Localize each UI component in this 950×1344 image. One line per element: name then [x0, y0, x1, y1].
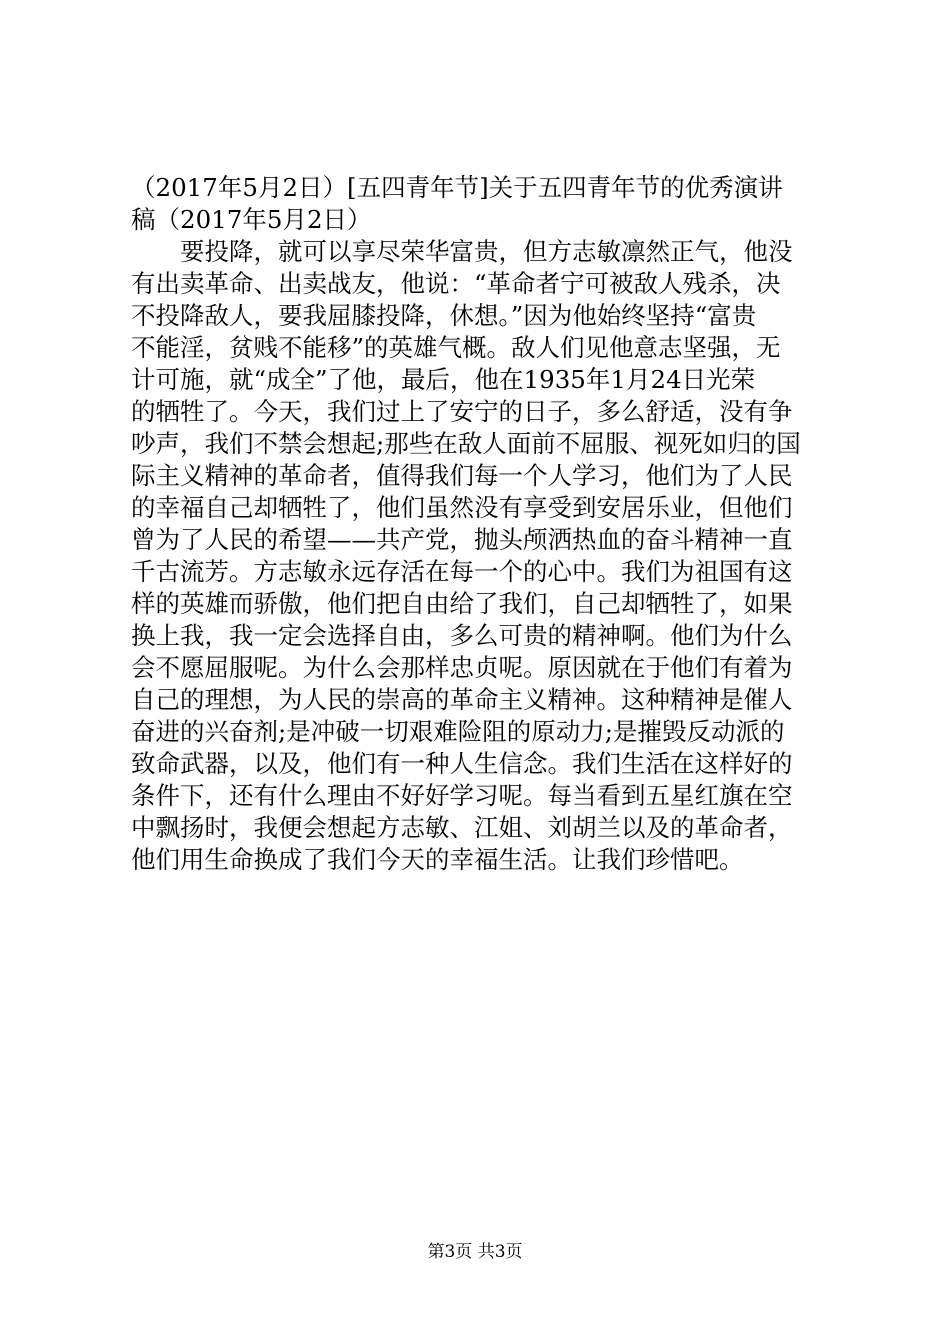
body-line: 要投降，就可以享尽荣华富贵，但方志敏凛然正气，他没 [131, 237, 793, 266]
title-line-1: （2017年5月2日）[五四青年节]关于五四青年节的优秀演讲 [131, 173, 783, 202]
body-line: 不投降敌人，要我屈膝投降，休想。”因为他始终坚持“富贵 [131, 301, 757, 330]
body-line: 曾为了人民的希望——共产党，抛头颅洒热血的奋斗精神一直 [131, 525, 793, 554]
body-line: 千古流芳。方志敏永远存活在每一个的心中。我们为祖国有这 [131, 557, 793, 586]
body-line: 换上我，我一定会选择自由，多么可贵的精神啊。他们为什么 [131, 621, 793, 650]
document-body [131, 172, 831, 876]
body-line: 不能淫，贫贱不能移”的英雄气概。敌人们见他意志坚强，无 [131, 333, 781, 362]
page-number: 第3页 共3页 [427, 1242, 523, 1262]
body-line: 计可施，就“成全”了他，最后，他在1935年1月24日光荣 [131, 365, 756, 394]
body-line: 致命武器，以及，他们有一种人生信念。我们生活在这样好的 [131, 749, 793, 778]
body-line: 有出卖革命、出卖战友，他说：“革命者宁可被敌人残杀，决 [131, 269, 781, 298]
body-line: 际主义精神的革命者，值得我们每一个人学习，他们为了人民 [131, 461, 793, 490]
body-line: 会不愿屈服呢。为什么会那样忠贞呢。原因就在于他们有着为 [131, 653, 793, 682]
page-footer [0, 1241, 950, 1263]
body-line: 吵声，我们不禁会想起;那些在敌人面前不屈服、视死如归的国 [131, 429, 801, 458]
body-line: 条件下，还有什么理由不好好学习呢。每当看到五星红旗在空 [131, 781, 793, 810]
title-line-2: 稿（2017年5月2日） [131, 205, 372, 234]
body-line: 的牺牲了。今天，我们过上了安宁的日子，多么舒适，没有争 [131, 397, 793, 426]
body-line: 他们用生命换成了我们今天的幸福生活。让我们珍惜吧。 [131, 845, 744, 874]
body-line: 中飘扬时，我便会想起方志敏、江姐、刘胡兰以及的革命者， [131, 813, 793, 842]
body-line: 自己的理想，为人民的崇高的革命主义精神。这种精神是催人 [131, 685, 793, 714]
body-line: 奋进的兴奋剂;是冲破一切艰难险阻的原动力;是摧毁反动派的 [131, 717, 785, 746]
body-line: 的幸福自己却牺牲了，他们虽然没有享受到安居乐业，但他们 [131, 493, 793, 522]
body-line: 样的英雄而骄傲，他们把自由给了我们，自己却牺牲了，如果 [131, 589, 793, 618]
